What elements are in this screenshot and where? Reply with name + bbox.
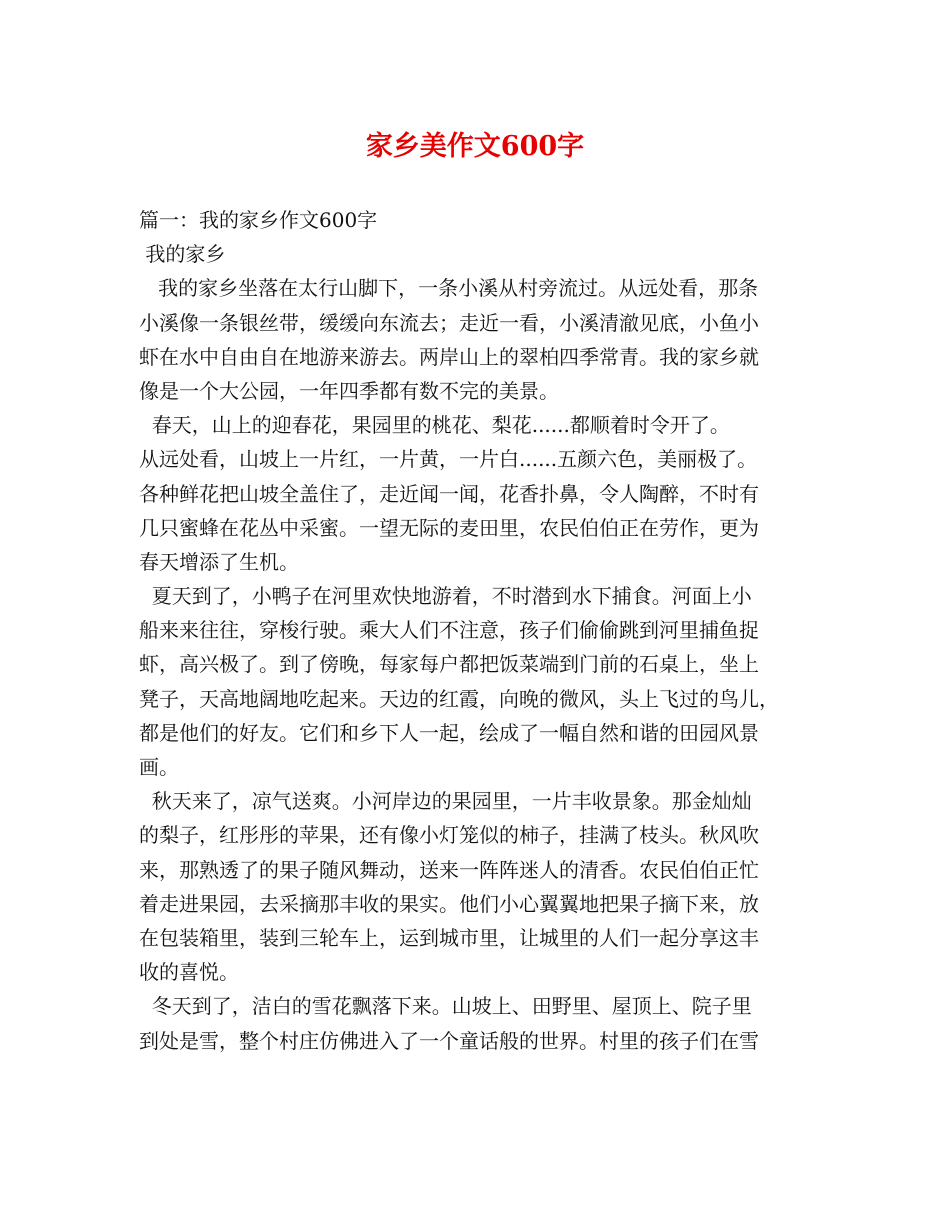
text-line: 来，那熟透了的果子随风舞动，送来一阵阵迷人的清香。农民伯伯正忙: [139, 857, 759, 882]
text-line: 虾在水中自由自在地游来游去。两岸山上的翠柏四季常青。我的家乡就: [139, 344, 759, 369]
article-body: [139, 203, 815, 1058]
text-line: 虾，高兴极了。到了傍晚，每家每户都把饭菜端到门前的石桌上，坐上: [139, 652, 759, 677]
text-line: 春天增添了生机。: [139, 549, 299, 574]
text-line: 都是他们的好友。它们和乡下人一起，绘成了一幅自然和谐的田园风景: [139, 720, 759, 745]
text-line: 我的家乡坐落在太行山脚下，一条小溪从村旁流过。从远处看，那条: [139, 276, 759, 301]
text-line: 几只蜜蜂在花丛中采蜜。一望无际的麦田里，农民伯伯正在劳作，更为: [139, 515, 759, 540]
text-line: 收的喜悦。: [139, 960, 239, 985]
text-line: 冬天到了，洁白的雪花飘落下来。山坡上、田野里、屋顶上、院子里: [139, 994, 752, 1019]
text-line: 到处是雪，整个村庄仿佛进入了一个童话般的世界。村里的孩子们在雪: [139, 1028, 759, 1053]
text-line: 秋天来了，凉气送爽。小河岸边的果园里，一片丰收景象。那金灿灿: [139, 789, 752, 814]
text-line: 小溪像一条银丝带，缓缓向东流去；走近一看，小溪清澈见底，小鱼小: [139, 310, 759, 335]
text-line: 画。: [139, 755, 179, 779]
text-line: 篇一：我的家乡作文600字: [139, 208, 378, 232]
text-line: 在包装箱里，装到三轮车上，运到城市里，让城里的人们一起分享这丰: [139, 925, 759, 950]
text-line: 像是一个大公园，一年四季都有数不完的美景。: [139, 378, 559, 403]
text-line: 夏天到了，小鸭子在河里欢快地游着，不时潜到水下捕食。河面上小: [139, 584, 752, 609]
text-line: 我的家乡: [139, 242, 226, 267]
text-line: 船来来往往，穿梭行驶。乘大人们不注意，孩子们偷偷跳到河里捕鱼捉: [139, 618, 759, 643]
text-line: 着走进果园，去采摘那丰收的果实。他们小心翼翼地把果子摘下来，放: [139, 891, 759, 916]
text-line: 凳子，天高地阔地吃起来。天边的红霞，向晚的微风，头上飞过的鸟儿，: [139, 686, 779, 711]
page-title: 家乡美作文600字: [365, 131, 585, 162]
text-line: 的梨子，红彤彤的苹果，还有像小灯笼似的柿子，挂满了枝头。秋风吹: [139, 823, 759, 848]
text-line: 从远处看，山坡上一片红，一片黄，一片白......五颜六色，美丽极了。: [139, 447, 758, 472]
text-line: 春天，山上的迎春花，果园里的桃花、梨花......都顺着时令开了。: [139, 413, 730, 438]
text-line: 各种鲜花把山坡全盖住了，走近闻一闻，花香扑鼻，令人陶醉，不时有: [139, 481, 759, 506]
